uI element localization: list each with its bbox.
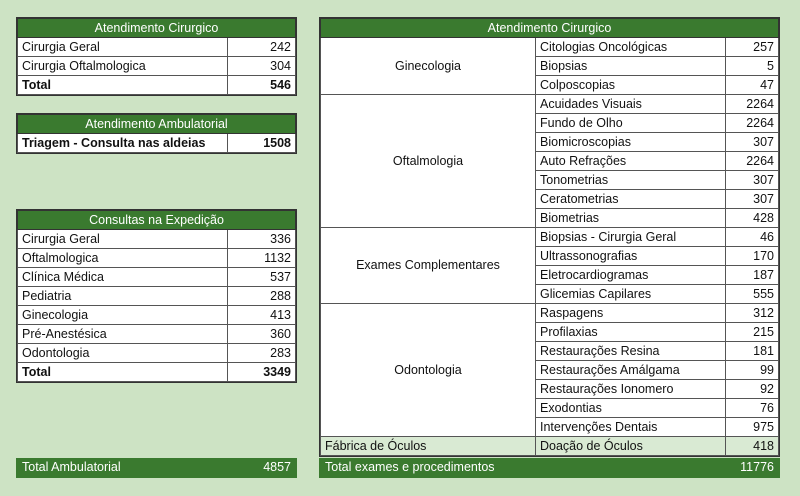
table-row xyxy=(18,57,296,76)
item-label: Intervenções Dentais xyxy=(536,418,726,437)
item-value: 428 xyxy=(726,209,779,228)
item-value: 975 xyxy=(726,418,779,437)
row-label: Cirurgia Geral xyxy=(18,230,228,249)
row-value: 288 xyxy=(228,287,296,306)
row-label: Triagem - Consulta nas aldeias xyxy=(18,134,228,153)
item-value: 47 xyxy=(726,76,779,95)
item-value: 92 xyxy=(726,380,779,399)
item-label: Auto Refrações xyxy=(536,152,726,171)
total-row xyxy=(18,76,296,95)
table-header: Atendimento Ambulatorial xyxy=(18,115,296,134)
item-label: Biopsias xyxy=(536,57,726,76)
row-value: 360 xyxy=(228,325,296,344)
row-label: Pré-Anestésica xyxy=(18,325,228,344)
item-value: 181 xyxy=(726,342,779,361)
table-row xyxy=(18,306,296,325)
item-label: Biomicroscopias xyxy=(536,133,726,152)
item-label: Biometrias xyxy=(536,209,726,228)
item-label: Biopsias - Cirurgia Geral xyxy=(536,228,726,247)
item-label: Glicemias Capilares xyxy=(536,285,726,304)
table-header: Atendimento Cirurgico xyxy=(18,19,296,38)
item-value: 46 xyxy=(726,228,779,247)
item-value: 307 xyxy=(726,171,779,190)
item-value: 170 xyxy=(726,247,779,266)
total-label: Total xyxy=(18,76,228,95)
total-ambulatorial-label: Total Ambulatorial xyxy=(22,460,121,474)
item-label: Profilaxias xyxy=(536,323,726,342)
item-value: 5 xyxy=(726,57,779,76)
item-label: Restaurações Amálgama xyxy=(536,361,726,380)
item-value: 2264 xyxy=(726,152,779,171)
row-value: 242 xyxy=(228,38,296,57)
item-label: Eletrocardiogramas xyxy=(536,266,726,285)
total-ambulatorial-bar xyxy=(16,458,297,478)
row-label: Odontologia xyxy=(18,344,228,363)
table-row xyxy=(18,344,296,363)
item-label: Colposcopias xyxy=(536,76,726,95)
table-row xyxy=(18,38,296,57)
item-value: 312 xyxy=(726,304,779,323)
row-label: Clínica Médica xyxy=(18,268,228,287)
item-label: Fundo de Olho xyxy=(536,114,726,133)
cirurgico-detail-table xyxy=(319,17,780,457)
row-label: Cirurgia Oftalmologica xyxy=(18,57,228,76)
expedicao-table xyxy=(16,209,297,383)
total-row xyxy=(18,363,296,382)
item-label: Restaurações Resina xyxy=(536,342,726,361)
item-label: Ultrassonografias xyxy=(536,247,726,266)
total-exames-label: Total exames e procedimentos xyxy=(325,460,495,474)
row-value: 1132 xyxy=(228,249,296,268)
table-row xyxy=(18,134,296,153)
table-row xyxy=(321,304,779,323)
total-value: 546 xyxy=(228,76,296,95)
item-label: Citologias Oncológicas xyxy=(536,38,726,57)
row-label: Pediatria xyxy=(18,287,228,306)
item-value: 257 xyxy=(726,38,779,57)
row-label: Oftalmologica xyxy=(18,249,228,268)
table-row xyxy=(321,38,779,57)
row-value: 304 xyxy=(228,57,296,76)
total-label: Total xyxy=(18,363,228,382)
item-value: 307 xyxy=(726,133,779,152)
table-row xyxy=(321,437,779,456)
item-value: 187 xyxy=(726,266,779,285)
ambulatorial-table xyxy=(16,113,297,154)
group-odontologia: Odontologia xyxy=(321,304,536,437)
table-row xyxy=(18,230,296,249)
item-value: 76 xyxy=(726,399,779,418)
item-value: 2264 xyxy=(726,114,779,133)
total-value: 3349 xyxy=(228,363,296,382)
row-value: 336 xyxy=(228,230,296,249)
row-value: 537 xyxy=(228,268,296,287)
group-exames-complementares: Exames Complementares xyxy=(321,228,536,304)
group-fabrica-oculos: Fábrica de Óculos xyxy=(321,437,536,456)
item-label: Raspagens xyxy=(536,304,726,323)
table-header: Consultas na Expedição xyxy=(18,211,296,230)
row-value: 283 xyxy=(228,344,296,363)
cirurgico-summary-table xyxy=(16,17,297,96)
item-value: 418 xyxy=(726,437,779,456)
table-row xyxy=(321,228,779,247)
table-row xyxy=(18,268,296,287)
table-row xyxy=(18,249,296,268)
table-row xyxy=(321,95,779,114)
row-value: 1508 xyxy=(228,134,296,153)
group-ginecologia: Ginecologia xyxy=(321,38,536,95)
item-value: 555 xyxy=(726,285,779,304)
table-row xyxy=(18,287,296,306)
item-value: 99 xyxy=(726,361,779,380)
row-value: 413 xyxy=(228,306,296,325)
total-ambulatorial-value: 4857 xyxy=(263,460,291,474)
total-exames-value: 11776 xyxy=(740,460,774,474)
item-value: 2264 xyxy=(726,95,779,114)
table-header: Atendimento Cirurgico xyxy=(321,19,779,38)
item-value: 215 xyxy=(726,323,779,342)
item-value: 307 xyxy=(726,190,779,209)
table-row xyxy=(18,325,296,344)
row-label: Cirurgia Geral xyxy=(18,38,228,57)
group-oftalmologia: Oftalmologia xyxy=(321,95,536,228)
item-label: Tonometrias xyxy=(536,171,726,190)
row-label: Ginecologia xyxy=(18,306,228,325)
item-label: Restaurações Ionomero xyxy=(536,380,726,399)
item-label: Doação de Óculos xyxy=(536,437,726,456)
item-label: Acuidades Visuais xyxy=(536,95,726,114)
item-label: Exodontias xyxy=(536,399,726,418)
total-exames-bar xyxy=(319,458,780,478)
item-label: Ceratometrias xyxy=(536,190,726,209)
